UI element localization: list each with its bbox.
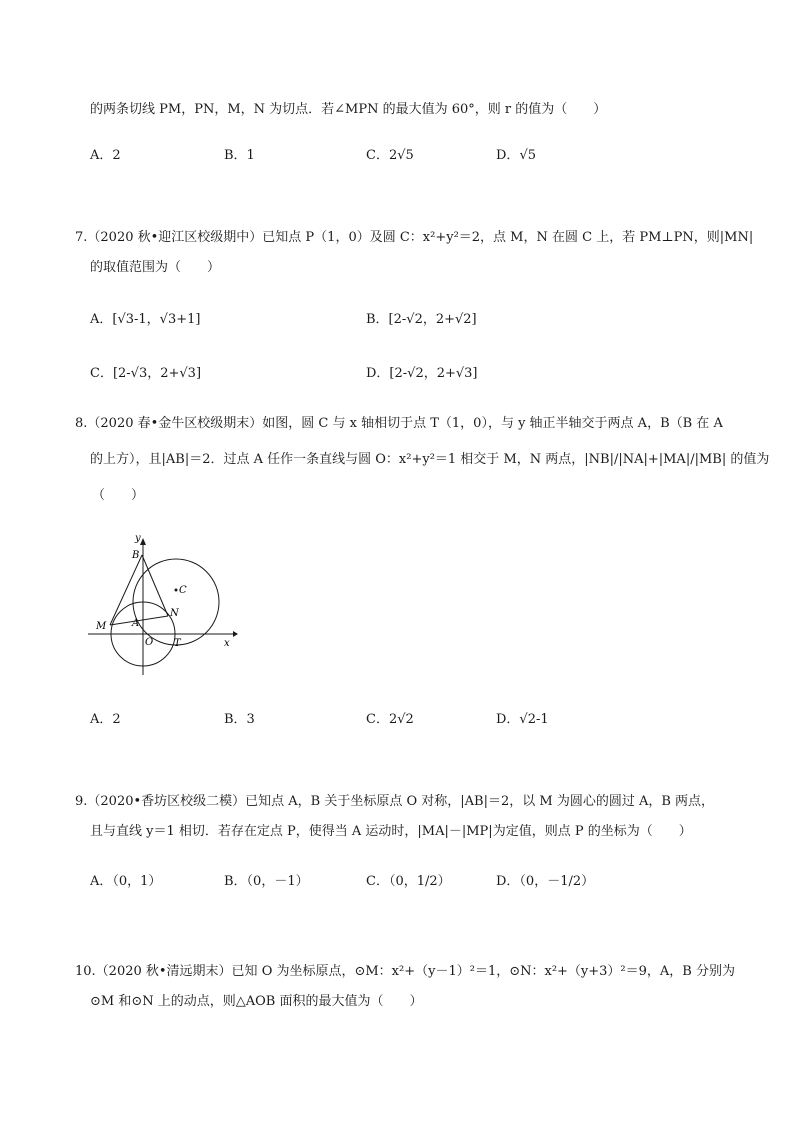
x-axis-arrow-icon [233,631,238,637]
label-b: B [132,550,140,561]
label-t: T [174,638,181,649]
q6-option-d[interactable] [496,146,536,166]
q6-option-c-value: 2√5 [388,148,414,163]
q9-option-a[interactable]: A．（0，1） [90,874,162,889]
q9-option-b[interactable]: B．（0，－1） [224,874,309,889]
label-a: A [132,618,140,629]
q8-geometry-figure [88,530,238,680]
q6-option-b[interactable]: B．1 [224,148,255,163]
q8-stem-line1: 8.（2020 春•金牛区校级期末）如图，圆 C 与 x 轴相切于点 T（1，0），与 y 轴正半轴交于两点 A，B（B 在 A [75,416,723,431]
label-x: x [224,638,230,649]
q8-stem-line3: （ ） [92,488,145,503]
q9-option-d[interactable]: D．（0，－1/2） [496,874,595,889]
q7-stem-line2: 的取值范围为（ ） [90,260,221,275]
q8-option-a[interactable]: A．2 [90,712,121,727]
q8-option-d[interactable]: D．√2-1 [496,712,549,727]
q9-stem-line2: 且与直线 y＝1 相切．若存在定点 P，使得当 A 运动时，|MA|－|MP|为定值，则点 P 的坐标为（ ） [90,824,692,839]
line-bm [110,555,142,625]
label-y: y [135,533,141,544]
label-m: M [96,621,107,632]
q8-option-c[interactable]: C．2√2 [366,712,414,727]
q7-option-d[interactable]: D．[2-√2，2+√3] [366,366,478,381]
q8-option-b[interactable]: B．3 [224,712,255,727]
label-o: O [145,637,154,648]
q7-option-c[interactable]: C．[2-√3，2+√3] [90,366,202,381]
q6-option-d-label: D． [496,148,520,163]
q7-option-b[interactable]: B．[2-√2，2+√2] [366,312,477,327]
q6-option-d-value: √5 [519,148,536,163]
q10-stem-line2: ⊙M 和⊙N 上的动点，则△AOB 面积的最大值为（ ） [90,994,423,1009]
label-c: C [179,585,187,596]
label-n: N [170,608,179,619]
q6-option-a[interactable]: A．2 [90,148,121,163]
q7-option-a[interactable]: A．[√3-1，√3+1] [90,312,201,327]
q7-stem-line1: 7.（2020 秋•迎江区校级期中）已知点 P（1，0）及圆 C：x²+y²＝2，点 M，N 在圆 C 上，若 PM⊥PN，则|MN| [75,230,754,245]
q6-stem-tail: 的两条切线 PM，PN，M，N 为切点．若∠MPN 的最大值为 60°，则 r 的值为（ ） [90,102,607,117]
q9-stem-line1: 9.（2020•香坊区校级二模）已知点 A，B 关于坐标原点 O 对称，|AB|＝2，以 M 为圆心的圆过 A，B 两点， [75,794,715,809]
q10-stem-line1: 10.（2020 秋•清远期末）已知 O 为坐标原点，⊙M：x²+（y－1）²＝1，⊙N：x²+（y+3）²＝9，A，B 分别为 [75,964,735,979]
q8-stem-line2: 的上方），且|AB|＝2．过点 A 任作一条直线与圆 O：x²+y²＝1 相交于 M，N 两点，|NB|/|NA|+|MA|/|MB| 的值为 [90,452,770,467]
q6-option-c[interactable] [366,146,414,166]
y-axis-arrow-icon [140,538,146,545]
q9-option-c[interactable]: C．（0，1/2） [366,874,451,889]
q6-option-c-label: C． [366,148,389,163]
point-c [175,589,178,592]
